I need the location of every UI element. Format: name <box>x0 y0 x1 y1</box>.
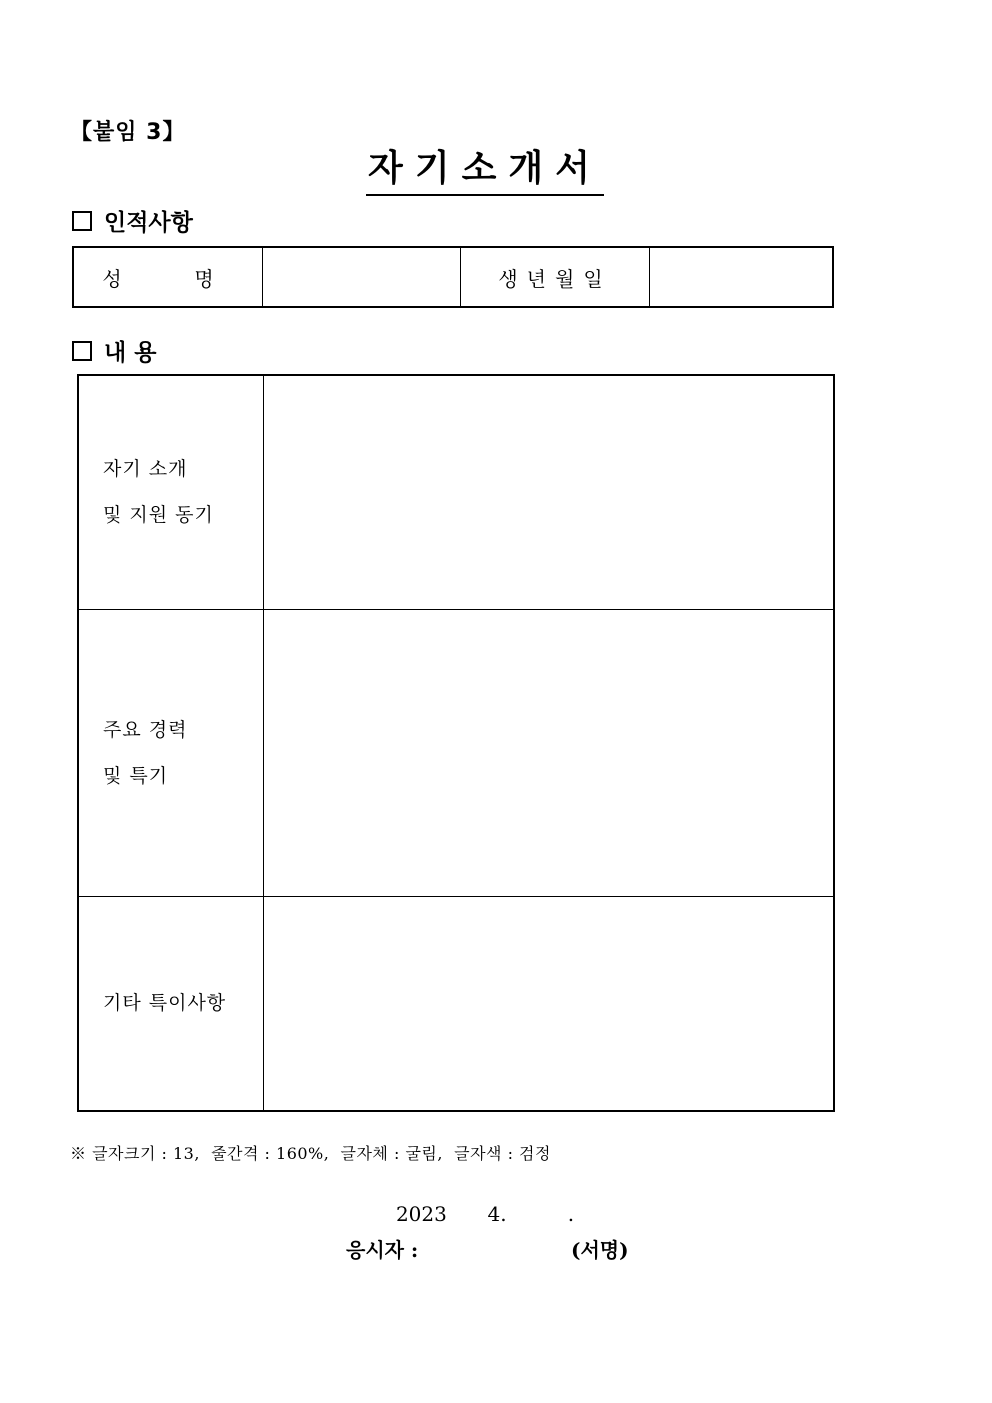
document-title-text: 자기소개서 <box>366 146 604 196</box>
attachment-label: 【붙임 3】 <box>70 120 186 145</box>
document-title <box>0 146 970 196</box>
table-row <box>78 375 834 609</box>
row-label-cell <box>78 609 264 896</box>
other-notes-field[interactable] <box>264 896 835 1111</box>
table-row <box>78 609 834 896</box>
content-table <box>77 374 835 1112</box>
row-label-cell <box>78 375 264 609</box>
date-line: 2023 4. . <box>395 1202 575 1226</box>
row-label-line: 주요 경력 <box>103 718 188 741</box>
birth-value-cell[interactable] <box>650 247 834 307</box>
section-personal-heading <box>72 204 193 237</box>
applicant-label: 응시자 : <box>346 1238 419 1262</box>
row-label-line: 기타 특이사항 <box>103 992 227 1015</box>
table-row <box>78 896 834 1111</box>
name-label: 성 명 <box>102 266 234 291</box>
square-bullet-icon <box>72 211 92 231</box>
self-intro-field[interactable] <box>264 375 835 609</box>
section-content-heading <box>72 334 156 367</box>
row-label-line: 자기 소개 <box>103 458 188 481</box>
career-field[interactable] <box>264 609 835 896</box>
name-label-cell <box>73 247 263 307</box>
section-content-title: 내 용 <box>104 340 157 366</box>
section-personal-title: 인적사항 <box>104 210 193 236</box>
row-label-line: 및 지원 동기 <box>103 504 214 527</box>
personal-info-table <box>72 246 834 308</box>
row-label-cell <box>78 896 264 1111</box>
row-label-line: 및 특기 <box>103 764 169 787</box>
birth-label: 생년월일 <box>498 266 612 291</box>
birth-label-cell <box>461 247 650 307</box>
name-value-cell[interactable] <box>263 247 461 307</box>
square-bullet-icon <box>72 341 92 361</box>
formatting-note: ※ 글자크기 : 13, 줄간격 : 160%, 글자체 : 굴림, 글자색 : 검정 <box>70 1144 551 1163</box>
signature-label[interactable]: (서명) <box>571 1238 629 1262</box>
applicant-signature-line <box>346 1234 629 1263</box>
